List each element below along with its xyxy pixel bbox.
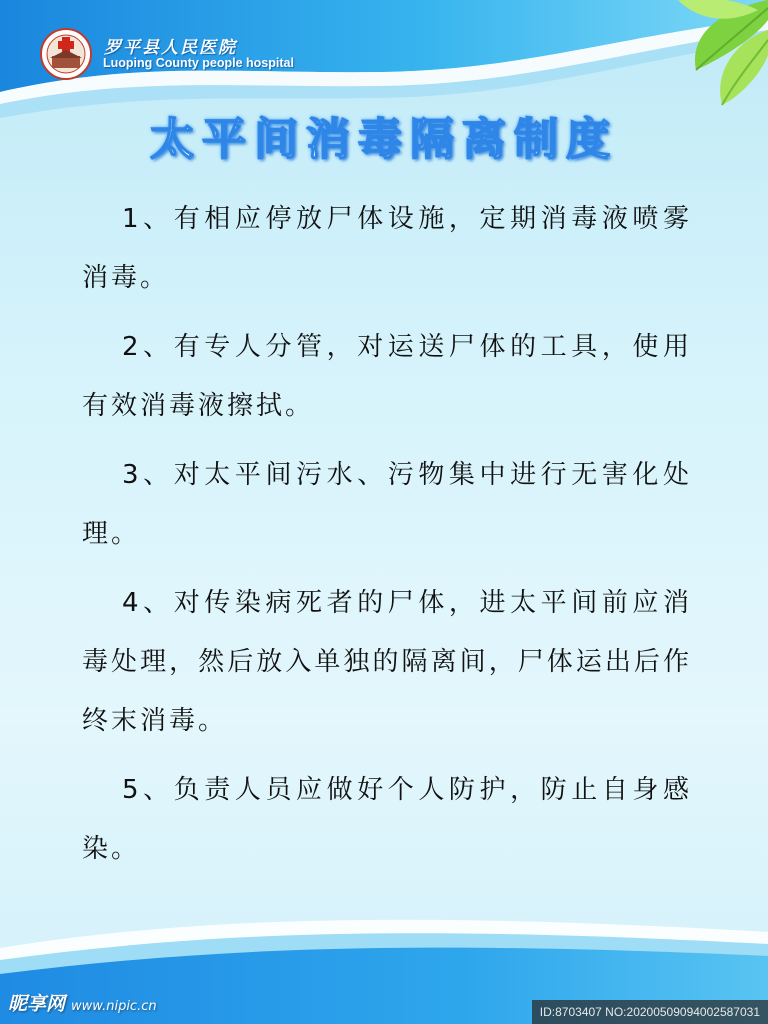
- regulation-item-5: 5、负责人员应做好个人防护，防止自身感染。: [82, 775, 692, 864]
- regulation-item-2: 2、有专人分管，对运送尸体的工具，使用有效消毒液擦拭。: [82, 332, 692, 421]
- watermark: [8, 989, 157, 1016]
- hospital-logo-icon: [40, 28, 92, 80]
- page-title: 太平间消毒隔离制度: [150, 114, 618, 165]
- hospital-name-en: Luoping County people hospital: [103, 56, 294, 70]
- regulation-item-1: 1、有相应停放尸体设施，定期消毒液喷雾消毒。: [82, 204, 692, 293]
- watermark-brand: 昵享网: [8, 993, 66, 1015]
- watermark-url: www.nipic.cn: [71, 999, 157, 1014]
- regulation-item-4: 4、对传染病死者的尸体，进太平间前应消毒处理，然后放入单独的隔离间，尸体运出后作终末消毒。: [82, 588, 692, 736]
- green-leaves-decoration: [618, 0, 768, 110]
- regulation-body: [82, 190, 692, 889]
- hospital-name-cn: 罗平县人民医院: [104, 38, 237, 58]
- image-id-label: ID:8703407 NO:20200509094002587031: [532, 1000, 768, 1024]
- regulation-item-3: 3、对太平间污水、污物集中进行无害化处理。: [82, 460, 692, 549]
